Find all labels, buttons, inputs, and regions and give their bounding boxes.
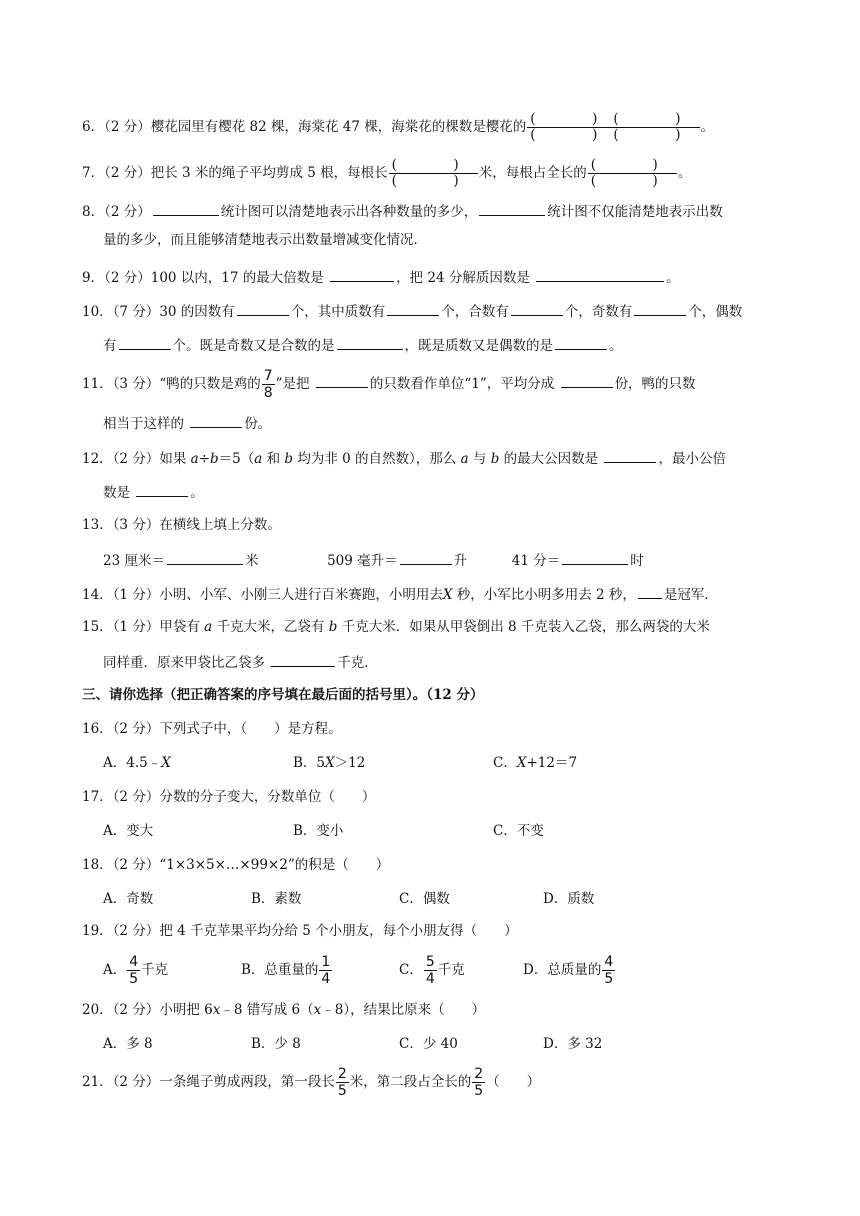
option-d[interactable]: D．质数 <box>543 891 595 907</box>
question-19: 19．（2 分）把 4 千克苹果平均分给 5 个小朋友，每个小朋友得（ ） <box>82 923 518 939</box>
answer-blank[interactable] <box>316 372 368 388</box>
question-18: 18．（2 分）“1×3×5×…×99×2”的积是（ ） <box>82 857 390 873</box>
option-c[interactable]: C．X+12＝7 <box>493 755 578 771</box>
answer-blank[interactable] <box>562 549 628 565</box>
answer-blank[interactable] <box>387 300 439 316</box>
question-14: 14．（1 分）小明、小军、小刚三人进行百米赛跑，小明用去X 秒，小军比小明多用去 2 秒， 是冠军． <box>82 583 718 605</box>
question-8: 8．（2 分） 统计图可以清楚地表示出各种数量的多少， 统计图不仅能清楚地表示出数 <box>82 200 723 222</box>
question-10: 10．（7 分）30 的因数有 个，其中质数有 个，合数有 个，奇数有 个，偶数 <box>82 300 742 322</box>
question-17: 17．（2 分）分数的分子变大，分数单位（ ） <box>82 789 376 805</box>
question-19-options <box>103 954 616 987</box>
option-a[interactable]: A．4.5﹣X <box>103 755 171 771</box>
answer-blank[interactable] <box>479 200 545 216</box>
option-c[interactable]: C． $\frac{5}{4}$ 千克 <box>399 954 465 987</box>
question-12: 12．（2 分）如果 a÷b＝5（a 和 b 均为非 0 的自然数），那么 a 与 b 的最大公因数是 ，最小公倍 <box>82 447 726 469</box>
question-16: 16．（2 分）下列式子中，（ ）是方程。 <box>82 721 342 737</box>
answer-blank[interactable] <box>536 266 664 282</box>
question-6: 6．（2 分）樱花园里有樱花 82 棵，海棠花 47 棵，海棠花的棵数是樱花的 $\frac{( )( )}{( )( )}$ 。 <box>82 111 714 143</box>
question-17-options <box>103 821 544 841</box>
option-a[interactable]: A．多 8 <box>103 1036 153 1052</box>
question-13-items: 23 厘米＝ 米 509 毫升＝ 升 41 分＝ 时 <box>103 549 644 571</box>
fraction: $\frac{7}{8}$ <box>263 368 273 401</box>
question-20: 20．（2 分）小明把 6x﹣8 错写成 6（x﹣8），结果比原来（ ） <box>82 1002 486 1018</box>
option-b[interactable]: B．变小 <box>293 823 344 839</box>
answer-blank[interactable] <box>190 412 242 428</box>
option-d[interactable]: D．多 32 <box>543 1036 603 1052</box>
option-b[interactable]: B．素数 <box>251 891 302 907</box>
answer-blank[interactable] <box>136 481 188 497</box>
answer-blank[interactable] <box>153 200 219 216</box>
question-11: 11．（3 分）“鸭的只数是鸡的 $\frac{7}{8}$ ”是把 的只数看作单位“1”，平均分成 份，鸭的只数 <box>82 368 696 401</box>
answer-blank[interactable] <box>119 334 171 350</box>
answer-fraction-blank[interactable]: $\frac{( )( )}{( )( )}$ <box>527 112 699 143</box>
question-10-cont: 有 个。既是奇数又是合数的是 ，既是质数又是偶数的是 。 <box>103 334 623 356</box>
answer-blank[interactable] <box>271 651 335 667</box>
question-21: 21．（2 分）一条绳子剪成两段，第一段长 $\frac{2}{5}$ 米，第二段占全长的 $\frac{2}{5}$ （ ） <box>82 1066 541 1099</box>
option-d[interactable]: D．总质量的 $\frac{4}{5}$ <box>523 954 614 987</box>
answer-blank[interactable] <box>638 583 662 599</box>
question-18-options <box>103 889 594 909</box>
section-3-heading: 三、请你选择（把正确答案的序号填在最后面的括号里）。（12 分） <box>82 687 484 703</box>
answer-blank[interactable] <box>400 549 452 565</box>
question-16-options <box>103 753 577 773</box>
question-15-cont: 同样重．原来甲袋比乙袋多 千克． <box>103 651 378 673</box>
question-9: 9．（2 分）100 以内，17 的最大倍数是 ，把 24 分解质因数是 。 <box>82 266 680 288</box>
question-20-options <box>103 1034 602 1054</box>
option-b[interactable]: B．5X＞12 <box>293 755 366 771</box>
option-c[interactable]: C．偶数 <box>399 891 450 907</box>
answer-blank[interactable] <box>330 266 394 282</box>
answer-blank[interactable] <box>561 372 613 388</box>
question-12-cont: 数是 。 <box>103 481 204 503</box>
answer-fraction-blank[interactable]: $\frac{( )}{( )}$ <box>389 158 478 189</box>
answer-blank[interactable] <box>511 300 563 316</box>
question-11-cont: 相当于这样的 份。 <box>103 412 271 434</box>
answer-blank[interactable] <box>337 334 403 350</box>
option-c[interactable]: C．少 40 <box>399 1036 458 1052</box>
question-13: 13．（3 分）在横线上填上分数。 <box>82 517 281 533</box>
option-b[interactable]: B．少 8 <box>251 1036 301 1052</box>
answer-blank[interactable] <box>237 300 289 316</box>
question-7: 7．（2 分）把长 3 米的绳子平均剪成 5 根，每根长 $\frac{( )}{( )}$ 米，每根占全长的 $\frac{( )}{( )}$ 。 <box>82 157 692 189</box>
fraction: $\frac{2}{5}$ <box>474 1066 484 1099</box>
answer-blank[interactable] <box>604 447 656 463</box>
question-15: 15．（1 分）甲袋有 a 千克大米，乙袋有 b 千克大米．如果从甲袋倒出 8 千克装入乙袋，那么两袋的大米 <box>82 619 710 635</box>
fraction: $\frac{2}{5}$ <box>337 1066 347 1099</box>
answer-blank[interactable] <box>634 300 686 316</box>
answer-blank[interactable] <box>555 334 607 350</box>
answer-blank[interactable] <box>167 549 243 565</box>
option-a[interactable]: A．奇数 <box>103 891 154 907</box>
option-a[interactable]: A． $\frac{4}{5}$ 千克 <box>103 954 169 987</box>
question-8-cont: 量的多少，而且能够清楚地表示出数量增减变化情况． <box>103 232 427 248</box>
option-a[interactable]: A．变大 <box>103 823 154 839</box>
option-b[interactable]: B．总重量的 $\frac{1}{4}$ <box>241 954 331 987</box>
answer-fraction-blank[interactable]: $\frac{( )}{( )}$ <box>588 158 677 189</box>
option-c[interactable]: C．不变 <box>493 823 544 839</box>
